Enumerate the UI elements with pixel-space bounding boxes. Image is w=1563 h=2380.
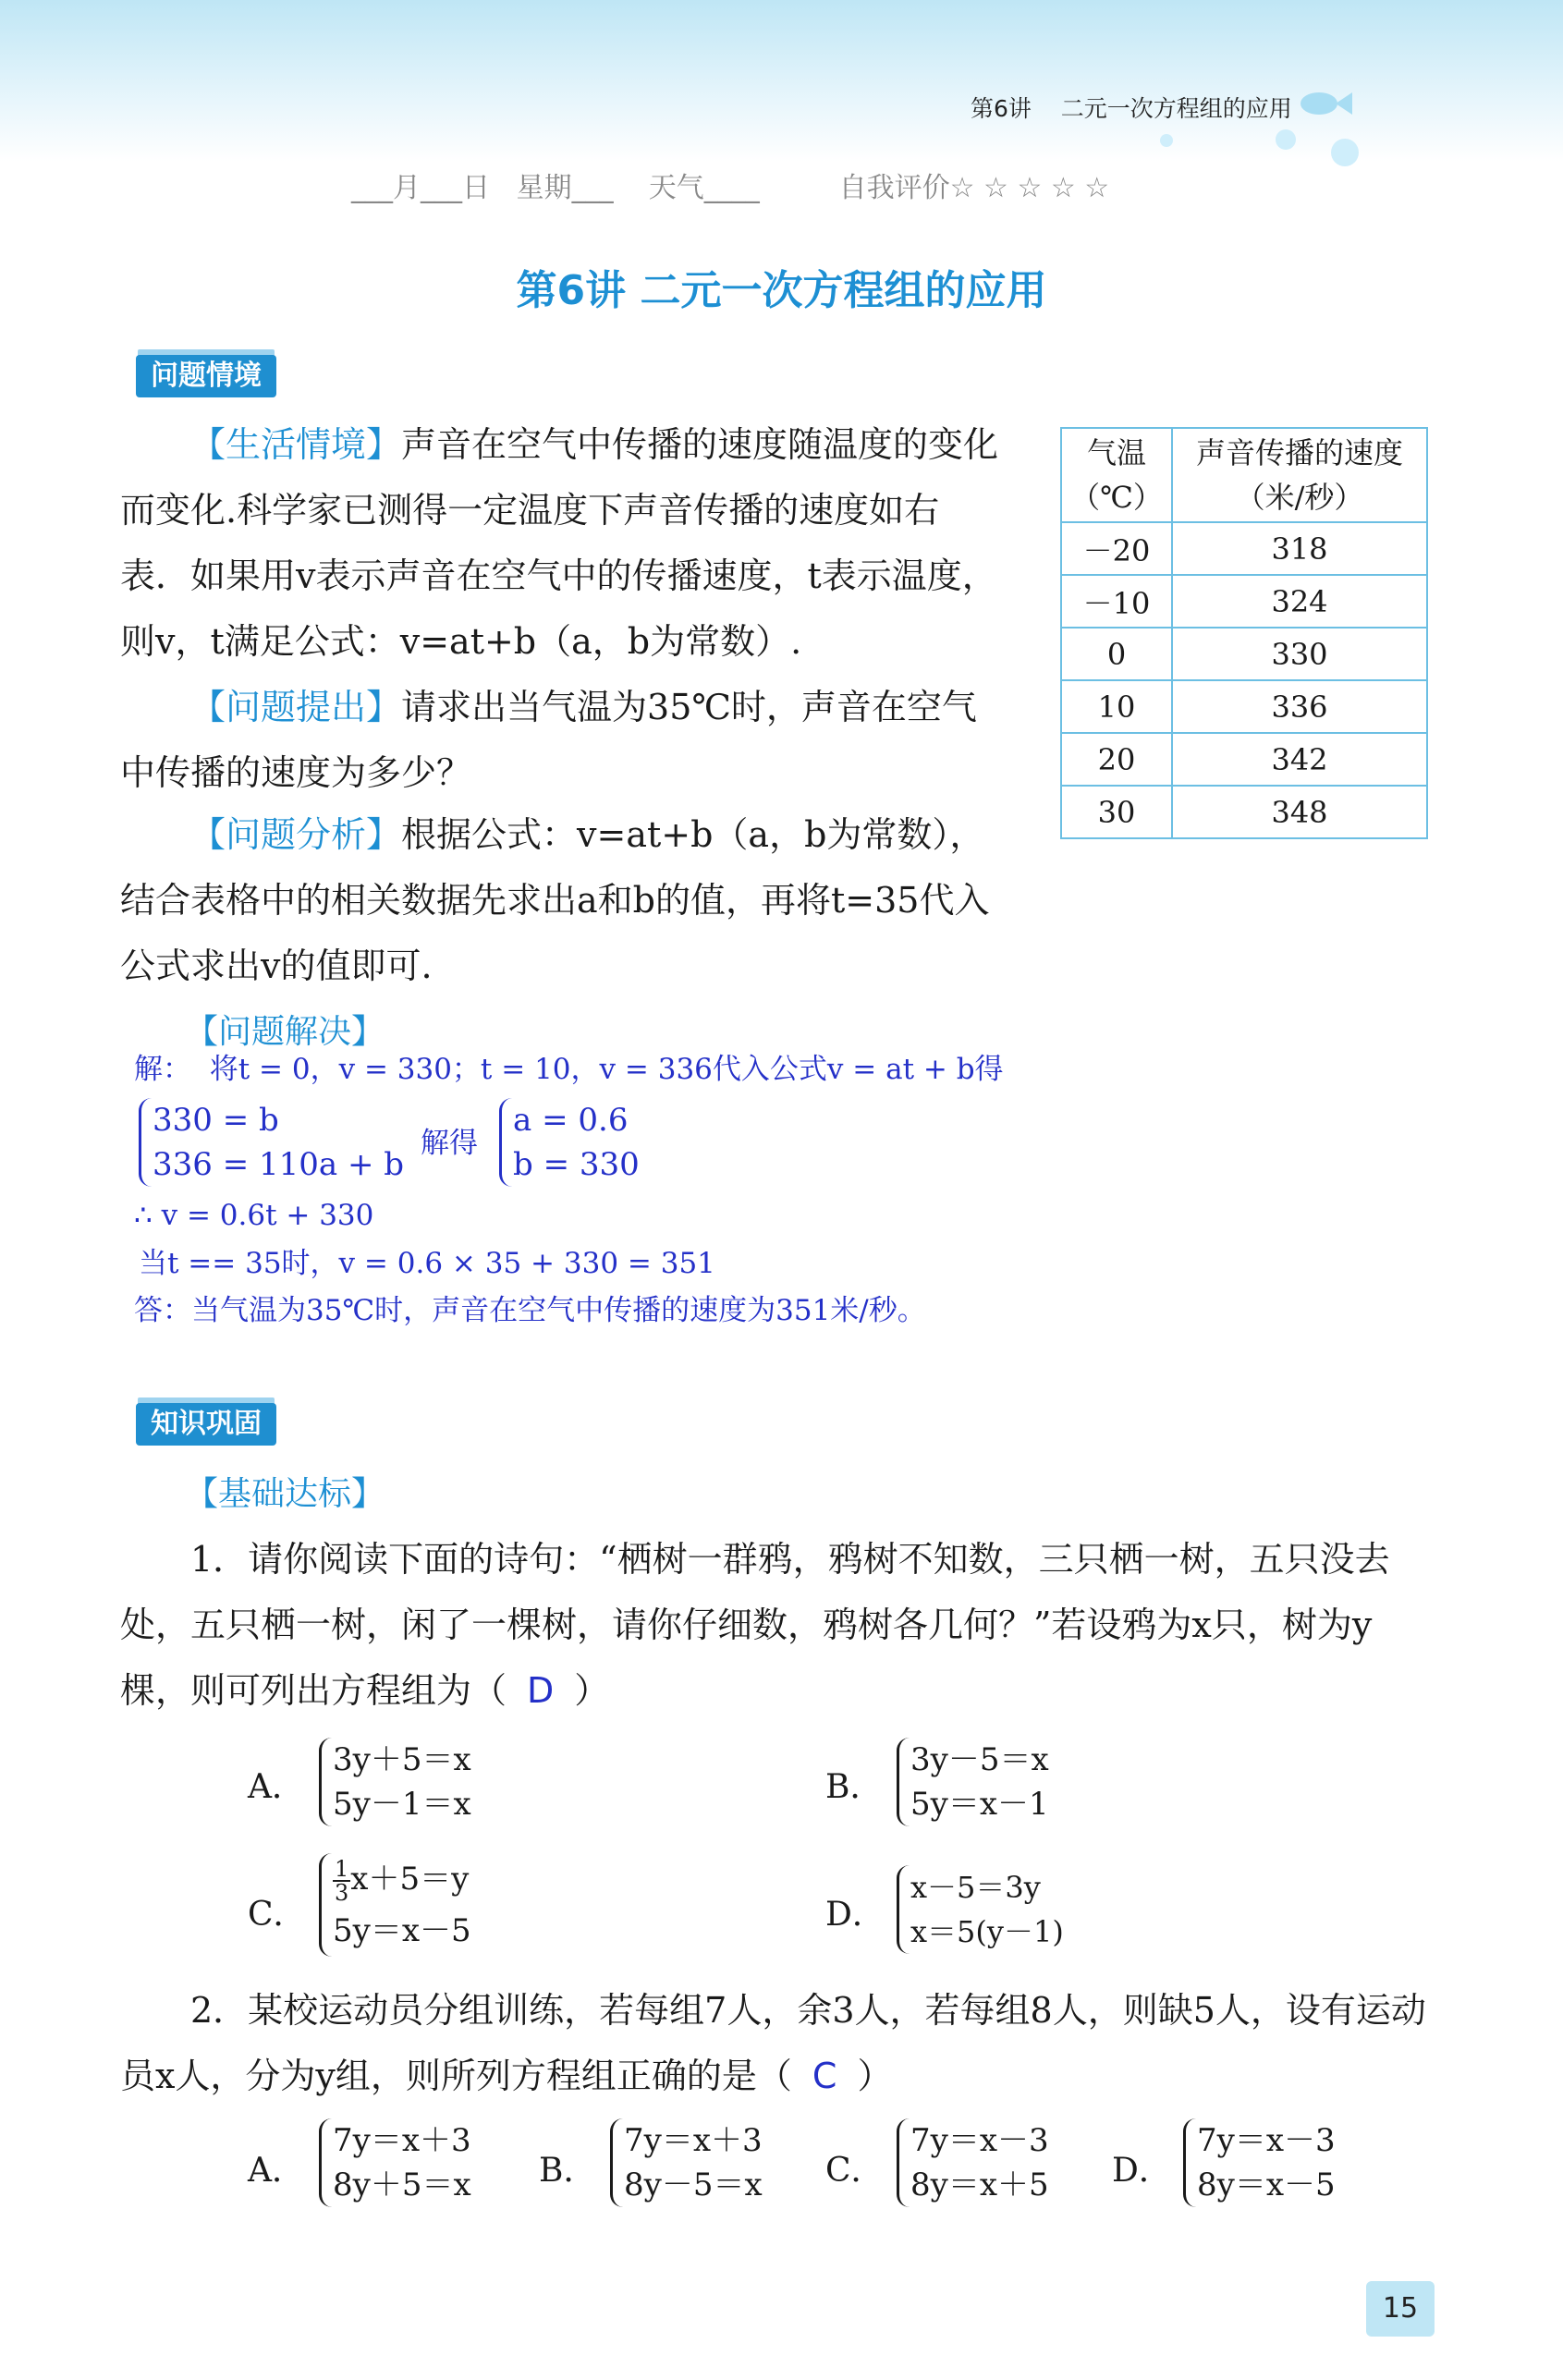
life-situation-paragraph — [120, 412, 1007, 675]
solution-system: 330 = b 336 = 110a + b — [139, 1098, 404, 1187]
solution-line-1: 解： 将t = 0，v = 330；t = 10，v = 336代入公式v = at + b得 — [134, 1053, 1004, 1086]
fraction-one-third: $\frac{1}{3}$ — [335, 1856, 349, 1906]
q1-option-a-system: 3y＋5＝x 5y－1＝x — [319, 1738, 471, 1826]
basic-level-tag: 【基础达标】 — [185, 1475, 385, 1513]
running-header: 第6讲 二元一次方程组的应用 — [971, 95, 1292, 122]
table-row: 30 348 — [1061, 786, 1427, 838]
table-row: 10 336 — [1061, 680, 1427, 733]
solution-answer: 答：当气温为35℃时，声音在空气中传播的速度为351米/秒。 — [134, 1294, 926, 1327]
page-title: 第6讲 二元一次方程组的应用 — [516, 267, 1047, 314]
problem-analysis-text: 根据公式：v=at+b（a，b为常数），结合表格中的相关数据先求出a和b的值，再将t=35代入公式求出v的值即可. — [120, 814, 990, 986]
temperature-speed-table — [1060, 427, 1428, 839]
q1-option-d-label: D． — [825, 1896, 885, 1934]
q2-option-a-label: A． — [248, 2152, 305, 2190]
life-situation-text: 声音在空气中传播的速度随温度的变化而变化.科学家已测得一定温度下声音传播的速度如右表．如果用v表示声音在空气中的传播速度，t表示温度，则v，t满足公式：v=at+b（a，b为常数）. — [120, 424, 999, 662]
q1-option-b-system: 3y－5＝x 5y＝x－1 — [897, 1738, 1049, 1826]
date-self-evaluation: ___月___日 星期___ 天气____ 自我评价☆ ☆ ☆ ☆ ☆ — [351, 172, 1110, 204]
q1-option-a-label: A． — [248, 1768, 305, 1806]
table-row: －20 318 — [1061, 522, 1427, 575]
q2-option-c-system: 7y＝x－3 8y＝x＋5 — [897, 2118, 1049, 2207]
problem-analysis-tag: 【问题分析】 — [190, 814, 402, 855]
table-row: 20 342 — [1061, 733, 1427, 786]
solution-solved-label: 解得 — [421, 1127, 478, 1160]
q1-option-c-system: $\frac{1}{3}$ x＋5＝y 5y＝x－5 — [319, 1853, 471, 1957]
header-band — [0, 0, 1563, 162]
q2-option-b-label: B． — [539, 2152, 597, 2190]
fish-icon — [1299, 85, 1354, 122]
q1-option-b-label: B． — [825, 1768, 884, 1806]
table-row: 0 330 — [1061, 628, 1427, 680]
decor-bubble — [1276, 129, 1296, 150]
decor-bubble — [1331, 139, 1359, 166]
problem-analysis-paragraph — [120, 802, 1007, 999]
q2-option-b-system: 7y＝x＋3 8y－5＝x — [610, 2118, 763, 2207]
life-situation-tag: 【生活情境】 — [190, 424, 402, 465]
solution-line-4: 当t == 35时，v = 0.6 × 35 + 330 = 351 — [139, 1247, 715, 1280]
solution-result-system: a = 0.6 b = 330 — [499, 1098, 640, 1187]
problem-raise-text: 请求出当气温为35℃时，声音在空气中传播的速度为多少？ — [120, 687, 977, 793]
solution-line-3: ∴ v = 0.6t + 330 — [134, 1199, 374, 1232]
q2-option-d-system: 7y＝x－3 8y＝x－5 — [1183, 2118, 1336, 2207]
q1-option-d-system: x－5＝3y x＝5(y－1) — [897, 1865, 1064, 1954]
question-1-text: 1．请你阅读下面的诗句：“栖树一群鸦，鸦树不知数，三只栖一树，五只没去处，五只栖一树，闲了一棵树，请你仔细数，鸦树各几何？”若设鸦为x只，树为y棵，则可列出方程组为（ D ） — [120, 1539, 1390, 1711]
page-number: 15 — [1366, 2281, 1435, 2337]
section-tag-consolidate: 知识巩固 — [136, 1403, 276, 1446]
table-header-temperature: 气温 （℃） — [1061, 428, 1172, 522]
q2-option-a-system: 7y＝x＋3 8y＋5＝x — [319, 2118, 471, 2207]
table-header-speed: 声音传播的速度 （米/秒） — [1172, 428, 1427, 522]
section-tag-situation: 问题情境 — [136, 355, 276, 397]
q2-option-c-label: C． — [825, 2152, 885, 2190]
problem-raise-tag: 【问题提出】 — [190, 687, 402, 727]
decor-bubble — [1160, 134, 1173, 147]
problem-solve-tag: 【问题解决】 — [185, 1013, 385, 1051]
question-2-answer: C — [812, 2056, 837, 2096]
question-2-text: 2．某校运动员分组训练，若每组7人，余3人，若每组8人，则缺5人，设有运动员x人，分为y组，则所列方程组正确的是（ C ） — [120, 1990, 1426, 2096]
table-header-row — [1061, 428, 1427, 522]
problem-raise-paragraph — [120, 675, 1007, 806]
table-row: －10 324 — [1061, 575, 1427, 628]
question-1-answer: D — [527, 1670, 555, 1711]
q2-option-d-label: D． — [1112, 2152, 1172, 2190]
q1-option-c-label: C． — [248, 1896, 307, 1934]
